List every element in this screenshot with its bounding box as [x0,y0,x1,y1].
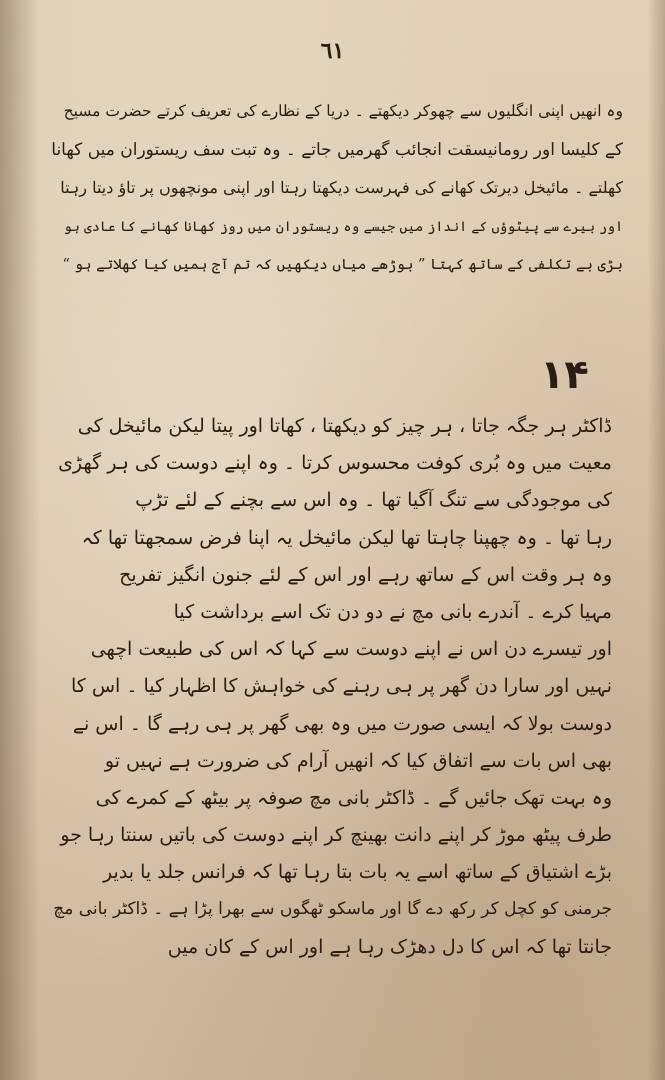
page-edge-shadow [647,0,665,1080]
text-line: جانتا تھا کہ اس کا دل دھڑک رہا ہے اور اس کے کان میں [167,935,612,958]
text-line: جرمنی کو کچل کر رکھ دے گا اور ماسکو ٹھگوں سے بھرا پڑا ہے ۔ ڈاکٹر بانی مچ [53,899,612,920]
section-number: ۱۴ [540,352,589,398]
paragraph-2 [52,408,612,966]
text-line: وہ بہت تھک جائیں گے ۔ ڈاکٹر بانی مچ صوفہ پر بیٹھ کے کمرے کی [95,786,612,809]
text-line: اور بیرے سے پیٹوؤں کے انداز میں جیسے وہ ریستوران میں روز کھانا کھانے کا عادی ہو [63,218,623,235]
text-line: رہا تھا ۔ وہ چھپنا چاہتا تھا لیکن مائیخل یہ اپنا فرض سمجھتا تھا کہ [81,526,612,549]
text-line: اور تیسرے دن اس نے اپنے دوست سے کہا کہ اس کی طبیعت اچھی [90,638,612,661]
text-line: طرف پیٹھ موڑ کر اپنے دانت بھینچ کر اپنے دوست کی باتیں سنتا رہا جو [60,824,612,847]
text-line: بڑے اشتیاق کے ساتھ اسے یہ بات بتا رہا تھا کہ فرانس جلد یا بدیر [103,861,612,884]
text-line: دوست بولا کہ ایسی صورت میں وہ بھی گھر پر ہی رہے گا ۔ اس نے [72,712,612,735]
text-line: وہ انھیں اپنی انگلیوں سے چھوکر دیکھتے ۔ دریا کے نظارے کی تعریف کرتے حضرت مسیح [63,102,623,120]
text-line: کھلتے ۔ مائیخل دیرتک کھانے کی فہرست دیکھتا رہتا اور اپنی مونچھوں پر تاؤ دیتا رہتا [60,178,623,197]
text-line: ڈاکٹر ہر جگہ جاتا ، ہر چیز کو دیکھتا ، کھاتا اور پیتا لیکن مائیخل کی [77,415,612,437]
text-line: بڑی بے تکلفی کے ساتھ کہتا ” بوڑھے میاں دیکھیں کہ تم آج ہمیں کیا کھلاتے ہو “ [62,257,623,273]
text-line: کے کلیسا اور رومانیسقت انجائب گھرمیں جاتے ۔ وہ تبت سف ریستوران میں کھانا [51,139,623,160]
paragraph-1 [48,92,623,285]
text-line: معیت میں وہ بُری کوفت محسوس کرتا ۔ وہ اپنے دوست کی ہر گھڑی [58,452,612,475]
text-line: کی موجودگی سے تنگ آگیا تھا ۔ وہ اس سے بچنے کے لئے تڑپ [135,489,612,512]
page-number: ٦١ [320,38,345,64]
text-line: مہیا کرے ۔ آندرے بانی مچ نے دو دن تک اسے برداشت کیا [173,600,612,623]
text-line: نہیں اور سارا دن گھر پر ہی رہنے کی خواہش کا اظہار کیا ۔ اس کا [70,675,612,698]
text-line: وہ ہر وقت اس کے ساتھ رہے اور اس کے لئے جنون انگیز تفریح [119,563,612,586]
text-line: بھی اس بات سے اتفاق کیا کہ انھیں آرام کی ضرورت ہے نہیں تو [104,749,612,772]
spine-shadow [0,0,40,1080]
